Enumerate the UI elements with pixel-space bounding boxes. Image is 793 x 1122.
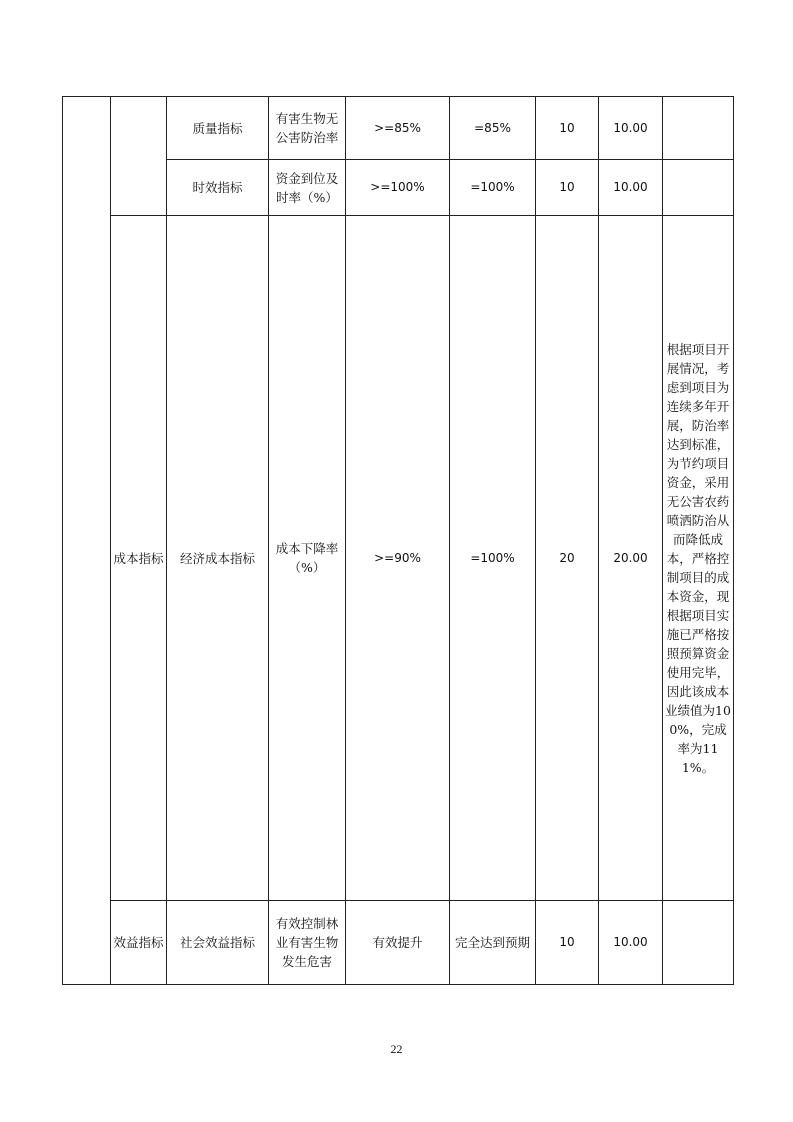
primary-indicator-cell bbox=[63, 97, 111, 985]
score-cell: 10.00 bbox=[599, 160, 663, 216]
indicator-cell: 有害生物无公害防治率 bbox=[269, 97, 346, 160]
indicator-cell: 成本下降率（%） bbox=[269, 216, 346, 901]
weight-cell: 10 bbox=[536, 160, 599, 216]
table-row bbox=[63, 97, 734, 160]
score-cell: 10.00 bbox=[599, 97, 663, 160]
page-number: 22 bbox=[390, 1042, 403, 1056]
indicator-cell: 有效控制林业有害生物发生危害 bbox=[269, 901, 346, 985]
actual-value-cell: =100% bbox=[450, 216, 536, 901]
tertiary-indicator-cell: 时效指标 bbox=[167, 160, 269, 216]
tertiary-indicator-cell: 经济成本指标 bbox=[167, 216, 269, 901]
note-cell bbox=[663, 160, 734, 216]
actual-value-cell: =100% bbox=[450, 160, 536, 216]
weight-cell: 20 bbox=[536, 216, 599, 901]
actual-value-cell: =85% bbox=[450, 97, 536, 160]
target-value-cell: 有效提升 bbox=[346, 901, 450, 985]
secondary-indicator-cell: 效益指标 bbox=[111, 901, 167, 985]
performance-table bbox=[62, 96, 734, 985]
secondary-indicator-cell: 成本指标 bbox=[111, 216, 167, 901]
target-value-cell: >=100% bbox=[346, 160, 450, 216]
actual-value-cell: 完全达到预期 bbox=[450, 901, 536, 985]
indicator-cell: 资金到位及时率（%） bbox=[269, 160, 346, 216]
note-cell: 根据项目开展情况，考虑到项目为连续多年开展，防治率达到标准，为节约项目资金，采用无公害农药喷洒防治从而降低成本，严格控制项目的成本资金，现根据项目实施已严格按照预算资金使用完毕，因此该成本业绩值为100%，完成率为111%。 bbox=[663, 216, 734, 901]
tertiary-indicator-cell: 质量指标 bbox=[167, 97, 269, 160]
note-cell bbox=[663, 901, 734, 985]
weight-cell: 10 bbox=[536, 901, 599, 985]
table-row bbox=[63, 216, 734, 901]
score-cell: 20.00 bbox=[599, 216, 663, 901]
table-row bbox=[63, 901, 734, 985]
target-value-cell: >=90% bbox=[346, 216, 450, 901]
tertiary-indicator-cell: 社会效益指标 bbox=[167, 901, 269, 985]
secondary-indicator-cell bbox=[111, 97, 167, 216]
note-cell bbox=[663, 97, 734, 160]
score-cell: 10.00 bbox=[599, 901, 663, 985]
weight-cell: 10 bbox=[536, 97, 599, 160]
target-value-cell: >=85% bbox=[346, 97, 450, 160]
